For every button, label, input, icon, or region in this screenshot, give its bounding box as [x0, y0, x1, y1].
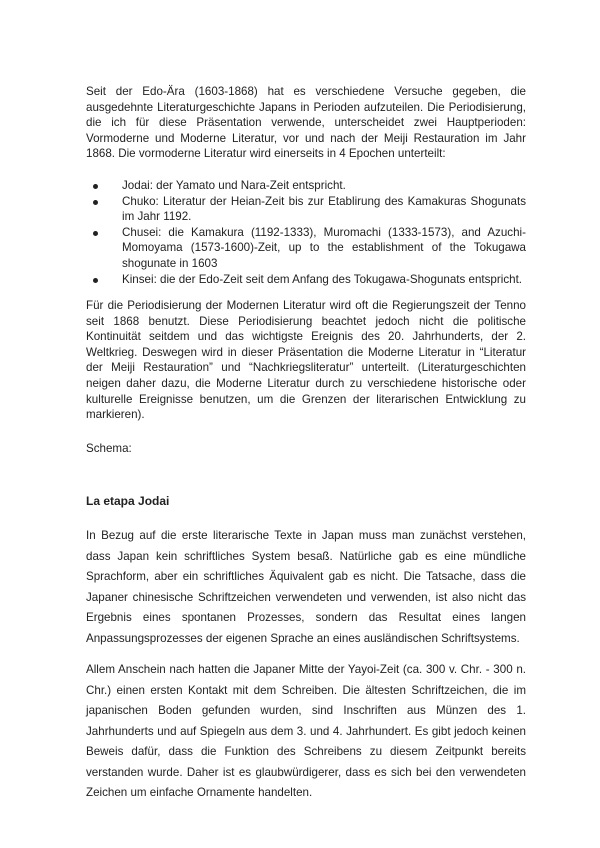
section-heading: La etapa Jodai [86, 494, 170, 508]
list-item: Jodai: der Yamato und Nara-Zeit entspricht. [86, 178, 526, 194]
list-item: Chuko: Literatur der Heian-Zeit bis zur Etablirung des Kamakuras Shogunats im Jahr 1192. [86, 194, 526, 225]
bullet-icon [93, 278, 98, 283]
intro-paragraph: Seit der Edo-Ära (1603-1868) hat es verschiedene Versuche gegeben, die ausgedehnte Literaturgeschichte Japans in Perioden aufzuteilen. Die Periodisierung, die ich für diese Präsentation verwende, unterscheidet zwei Hauptperioden: Vormoderne und Moderne Literatur, vor und nach der Meiji Restauration im Jahr 1868. Die vormoderne Literatur wird einerseits in 4 Epochen unterteilt: [86, 85, 526, 161]
schema-label: Schema: [86, 442, 132, 455]
bullet-icon [93, 231, 98, 236]
jodai-paragraph-2: Allem Anschein nach hatten die Japaner Mitte der Yayoi-Zeit (ca. 300 v. Chr. - 300 n. Chr.) einen ersten Kontakt mit dem Schreiben. Die ältesten Schriftzeichen, die im japanischen Boden gefunden wurden, sind Inschriften aus Münzen des 1. Jahrhunderts und auf Spiegeln aus dem 3. und 4. Jahrhundert. Es gibt jedoch keinen Beweis dafür, dass die Funktion des Schreibens zu diesem Zeitpunkt bereits verstanden wurde. Daher ist es glaubwürdigerer, dass es sich bei den verwendeten Zeichen um einfache Ornamente handelten. [86, 663, 526, 799]
list-item: Chusei: die Kamakura (1192-1333), Muromachi (1333-1573), and Azuchi-Momoyama (1573-1600)-Zeit, up to the establishment of the Tokugawa shogunate in 1603 [86, 225, 526, 272]
jodai-paragraph-1: In Bezug auf die erste literarische Texte in Japan muss man zunächst verstehen, dass Japan kein schriftliches System besaß. Natürliche gab es eine mündliche Sprachform, aber ein schriftliches Äquivalent gab es nicht. Die Tatsache, dass die Japaner chinesische Schriftzeichen verwendeten und verwenden, ist also nicht das Ergebnis eines spontanen Prozesses, sondern das Resultat eines langen Anpassungsprozesses der eigenen Sprache an eines ausländischen Schriftsystems. [86, 529, 526, 645]
bullet-icon [93, 200, 98, 205]
bullet-icon [93, 184, 98, 189]
epoch-list [86, 178, 526, 287]
list-item: Kinsei: die der Edo-Zeit seit dem Anfang des Tokugawa-Shogunats entspricht. [86, 272, 526, 288]
modern-literature-paragraph: Für die Periodisierung der Modernen Literatur wird oft die Regierungszeit der Tenno seit 1868 benutzt. Diese Periodisierung beachtet jedoch nicht die politische Kontinuität seitdem und das wichtigste Ereignis des 20. Jahrhunderts, der 2. Weltkrieg. Deswegen wird in dieser Präsentation die Moderne Literatur in “Literatur der Meiji Restauration” und “Nachkriegsliteratur” unterteilt. (Literaturgeschichten neigen daher dazu, die Moderne Literatur durch zu verschiedene historische oder kulturelle Ereignisse benutzen, um die Grenzen der literarischen Entwicklung zu markieren). [86, 299, 526, 422]
